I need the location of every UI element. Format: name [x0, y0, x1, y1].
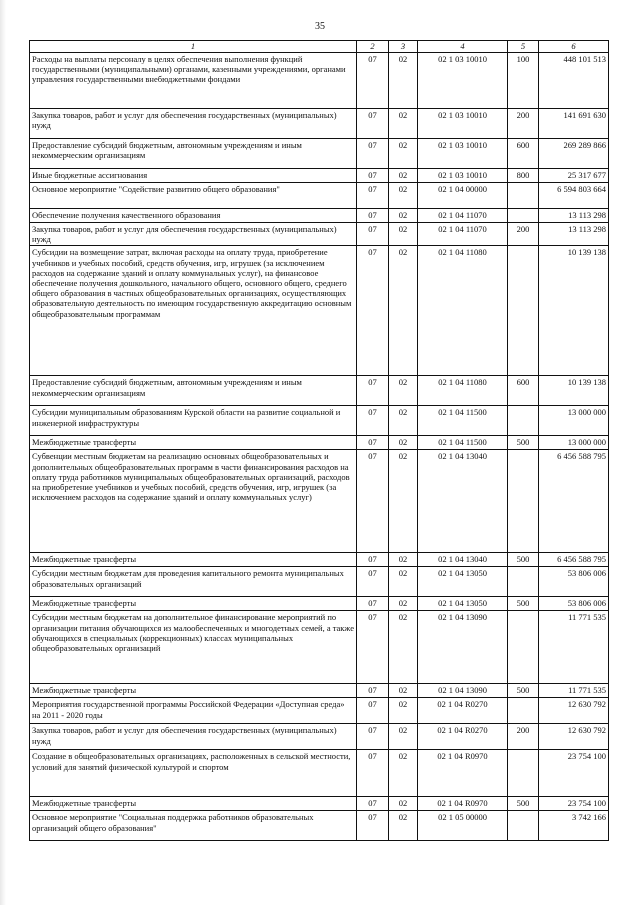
section-code-cell: 07: [357, 450, 389, 553]
expense-type-cell: [508, 406, 539, 436]
expense-type-cell: [508, 750, 539, 797]
table-row: [30, 553, 609, 567]
table-row: [30, 183, 609, 209]
amount-cell: 448 101 513: [539, 53, 609, 109]
amount-cell: 6 594 803 664: [539, 183, 609, 209]
row-name-cell: Предоставление субсидий бюджетным, автономным учреждениям и иным некоммерческим организациям: [30, 139, 357, 169]
subsection-code-cell: 02: [389, 684, 418, 698]
target-article-cell: 02 1 03 10010: [418, 109, 508, 139]
row-name-cell: Предоставление субсидий бюджетным, автономным учреждениям и иным некоммерческим организациям: [30, 376, 357, 406]
expense-type-cell: [508, 209, 539, 223]
amount-cell: 12 630 792: [539, 724, 609, 750]
section-code-cell: 07: [357, 750, 389, 797]
target-article-cell: 02 1 04 11080: [418, 376, 508, 406]
amount-cell: 10 139 138: [539, 246, 609, 376]
expense-type-cell: 200: [508, 724, 539, 750]
subsection-code-cell: 02: [389, 406, 418, 436]
table-row: [30, 684, 609, 698]
row-name-cell: Субсидии местным бюджетам на дополнительное финансирование мероприятий по организации питания обучающихся из малообеспеченных и многодетных семей, а также обучающихся в специальных (коррекционных) классах муниципальных общеобразовательных организаций: [30, 611, 357, 684]
expense-type-cell: [508, 567, 539, 597]
target-article-cell: 02 1 04 R0270: [418, 724, 508, 750]
column-header: 4: [418, 41, 508, 53]
table-row: [30, 450, 609, 553]
subsection-code-cell: 02: [389, 376, 418, 406]
row-name-cell: Закупка товаров, работ и услуг для обеспечения государственных (муниципальных) нужд: [30, 109, 357, 139]
section-code-cell: 07: [357, 376, 389, 406]
amount-cell: 13 113 298: [539, 223, 609, 246]
subsection-code-cell: 02: [389, 436, 418, 450]
subsection-code-cell: 02: [389, 209, 418, 223]
expense-type-cell: [508, 611, 539, 684]
column-header: 1: [30, 41, 357, 53]
table-row: [30, 376, 609, 406]
table-row: [30, 797, 609, 811]
column-header: 6: [539, 41, 609, 53]
target-article-cell: 02 1 04 13050: [418, 597, 508, 611]
table-row: [30, 567, 609, 597]
subsection-code-cell: 02: [389, 811, 418, 841]
target-article-cell: 02 1 04 13090: [418, 611, 508, 684]
expense-type-cell: [508, 183, 539, 209]
subsection-code-cell: 02: [389, 169, 418, 183]
subsection-code-cell: 02: [389, 724, 418, 750]
subsection-code-cell: 02: [389, 567, 418, 597]
amount-cell: 13 113 298: [539, 209, 609, 223]
subsection-code-cell: 02: [389, 139, 418, 169]
table-row: [30, 246, 609, 376]
target-article-cell: 02 1 04 R0970: [418, 797, 508, 811]
amount-cell: 6 456 588 795: [539, 450, 609, 553]
target-article-cell: 02 1 03 10010: [418, 53, 508, 109]
section-code-cell: 07: [357, 53, 389, 109]
column-header: 3: [389, 41, 418, 53]
amount-cell: 23 754 100: [539, 797, 609, 811]
section-code-cell: 07: [357, 684, 389, 698]
expense-type-cell: 100: [508, 53, 539, 109]
section-code-cell: 07: [357, 209, 389, 223]
target-article-cell: 02 1 04 00000: [418, 183, 508, 209]
table-row: [30, 209, 609, 223]
amount-cell: 13 000 000: [539, 436, 609, 450]
row-name-cell: Закупка товаров, работ и услуг для обеспечения государственных (муниципальных) нужд: [30, 724, 357, 750]
row-name-cell: Создание в общеобразовательных организациях, расположенных в сельской местности, условий для занятий физической культурой и спортом: [30, 750, 357, 797]
expense-type-cell: 800: [508, 169, 539, 183]
column-number-row: [30, 41, 609, 53]
section-code-cell: 07: [357, 436, 389, 450]
target-article-cell: 02 1 04 13050: [418, 567, 508, 597]
amount-cell: 3 742 166: [539, 811, 609, 841]
section-code-cell: 07: [357, 139, 389, 169]
table-row: [30, 53, 609, 109]
row-name-cell: Межбюджетные трансферты: [30, 684, 357, 698]
section-code-cell: 07: [357, 811, 389, 841]
amount-cell: 11 771 535: [539, 684, 609, 698]
amount-cell: 13 000 000: [539, 406, 609, 436]
table-row: [30, 109, 609, 139]
subsection-code-cell: 02: [389, 246, 418, 376]
expense-type-cell: [508, 811, 539, 841]
page-number: 35: [315, 21, 325, 32]
target-article-cell: 02 1 05 00000: [418, 811, 508, 841]
column-header: 5: [508, 41, 539, 53]
table-row: [30, 611, 609, 684]
target-article-cell: 02 1 04 R0270: [418, 698, 508, 724]
section-code-cell: 07: [357, 183, 389, 209]
section-code-cell: 07: [357, 246, 389, 376]
table-row: [30, 139, 609, 169]
subsection-code-cell: 02: [389, 450, 418, 553]
table-row: [30, 750, 609, 797]
subsection-code-cell: 02: [389, 553, 418, 567]
section-code-cell: 07: [357, 797, 389, 811]
amount-cell: 10 139 138: [539, 376, 609, 406]
subsection-code-cell: 02: [389, 797, 418, 811]
expense-type-cell: 600: [508, 139, 539, 169]
table-row: [30, 169, 609, 183]
row-name-cell: Основное мероприятие "Содействие развитию общего образования": [30, 183, 357, 209]
row-name-cell: Субвенции местным бюджетам на реализацию основных общеобразовательных и дополнительных общеобразовательных программ в части финансирования расходов на оплату труда работников муниципальных общеобразовательных организаций, расходов на приобретение учебников и учебных пособий, средств обучения, игр, игрушек (за исключением расходов на содержание зданий и оплату коммунальных услуг): [30, 450, 357, 553]
row-name-cell: Субсидии на возмещение затрат, включая расходы на оплату труда, приобретение учебников и учебных пособий, средств обучения, игр, игрушек (за исключением расходов на содержание зданий и оплату коммунальных услуг), на финансовое обеспечение получения дошкольного, начального общего, основного общего, среднего общего образования в частных общеобразовательных организациях, осуществляющих образовательную деятельность по имеющим государственную аккредитацию основным общеобразовательным программам: [30, 246, 357, 376]
amount-cell: 53 806 006: [539, 597, 609, 611]
row-name-cell: Субсидии муниципальным образованиям Курской области на развитие социальной и инженерной инфраструктуры: [30, 406, 357, 436]
table-row: [30, 223, 609, 246]
target-article-cell: 02 1 03 10010: [418, 139, 508, 169]
row-name-cell: Межбюджетные трансферты: [30, 436, 357, 450]
amount-cell: 11 771 535: [539, 611, 609, 684]
row-name-cell: Межбюджетные трансферты: [30, 597, 357, 611]
amount-cell: 141 691 630: [539, 109, 609, 139]
table-row: [30, 698, 609, 724]
target-article-cell: 02 1 04 13040: [418, 450, 508, 553]
expense-type-cell: [508, 698, 539, 724]
section-code-cell: 07: [357, 406, 389, 436]
section-code-cell: 07: [357, 597, 389, 611]
section-code-cell: 07: [357, 567, 389, 597]
expense-type-cell: 500: [508, 684, 539, 698]
expense-type-cell: 500: [508, 597, 539, 611]
amount-cell: 6 456 588 795: [539, 553, 609, 567]
row-name-cell: Межбюджетные трансферты: [30, 553, 357, 567]
amount-cell: 12 630 792: [539, 698, 609, 724]
row-name-cell: Межбюджетные трансферты: [30, 797, 357, 811]
amount-cell: 23 754 100: [539, 750, 609, 797]
subsection-code-cell: 02: [389, 698, 418, 724]
table-row: [30, 811, 609, 841]
section-code-cell: 07: [357, 611, 389, 684]
target-article-cell: 02 1 04 11070: [418, 209, 508, 223]
row-name-cell: Основное мероприятие "Социальная поддержка работников образовательных организаций общего образования": [30, 811, 357, 841]
expense-type-cell: [508, 450, 539, 553]
row-name-cell: Обеспечение получения качественного образования: [30, 209, 357, 223]
row-name-cell: Иные бюджетные ассигнования: [30, 169, 357, 183]
subsection-code-cell: 02: [389, 223, 418, 246]
expense-type-cell: 200: [508, 223, 539, 246]
amount-cell: 25 317 677: [539, 169, 609, 183]
row-name-cell: Закупка товаров, работ и услуг для обеспечения государственных (муниципальных) нужд: [30, 223, 357, 246]
target-article-cell: 02 1 04 11080: [418, 246, 508, 376]
column-header: 2: [357, 41, 389, 53]
target-article-cell: 02 1 04 11500: [418, 436, 508, 450]
target-article-cell: 02 1 04 13090: [418, 684, 508, 698]
expense-type-cell: 500: [508, 797, 539, 811]
table-row: [30, 597, 609, 611]
target-article-cell: 02 1 03 10010: [418, 169, 508, 183]
expense-type-cell: 200: [508, 109, 539, 139]
section-code-cell: 07: [357, 553, 389, 567]
subsection-code-cell: 02: [389, 597, 418, 611]
row-name-cell: Субсидии местным бюджетам для проведения капитального ремонта муниципальных образовательных организаций: [30, 567, 357, 597]
table-row: [30, 406, 609, 436]
row-name-cell: Расходы на выплаты персоналу в целях обеспечения выполнения функций государственными (муниципальными) органами, казенными учреждениями, органами управления государственными внебюджетными фондами: [30, 53, 357, 109]
amount-cell: 269 289 866: [539, 139, 609, 169]
budget-table: [29, 40, 609, 841]
subsection-code-cell: 02: [389, 183, 418, 209]
subsection-code-cell: 02: [389, 53, 418, 109]
expense-type-cell: [508, 246, 539, 376]
expense-type-cell: 500: [508, 553, 539, 567]
section-code-cell: 07: [357, 698, 389, 724]
target-article-cell: 02 1 04 11070: [418, 223, 508, 246]
expense-type-cell: 600: [508, 376, 539, 406]
row-name-cell: Мероприятия государственной программы Российской Федерации «Доступная среда» на 2011 - 2020 годы: [30, 698, 357, 724]
subsection-code-cell: 02: [389, 611, 418, 684]
subsection-code-cell: 02: [389, 750, 418, 797]
expense-type-cell: 500: [508, 436, 539, 450]
section-code-cell: 07: [357, 223, 389, 246]
amount-cell: 53 806 006: [539, 567, 609, 597]
section-code-cell: 07: [357, 169, 389, 183]
page-edge-shadow: [0, 0, 6, 905]
table-row: [30, 436, 609, 450]
section-code-cell: 07: [357, 109, 389, 139]
target-article-cell: 02 1 04 R0970: [418, 750, 508, 797]
table-row: [30, 724, 609, 750]
target-article-cell: 02 1 04 11500: [418, 406, 508, 436]
target-article-cell: 02 1 04 13040: [418, 553, 508, 567]
section-code-cell: 07: [357, 724, 389, 750]
subsection-code-cell: 02: [389, 109, 418, 139]
